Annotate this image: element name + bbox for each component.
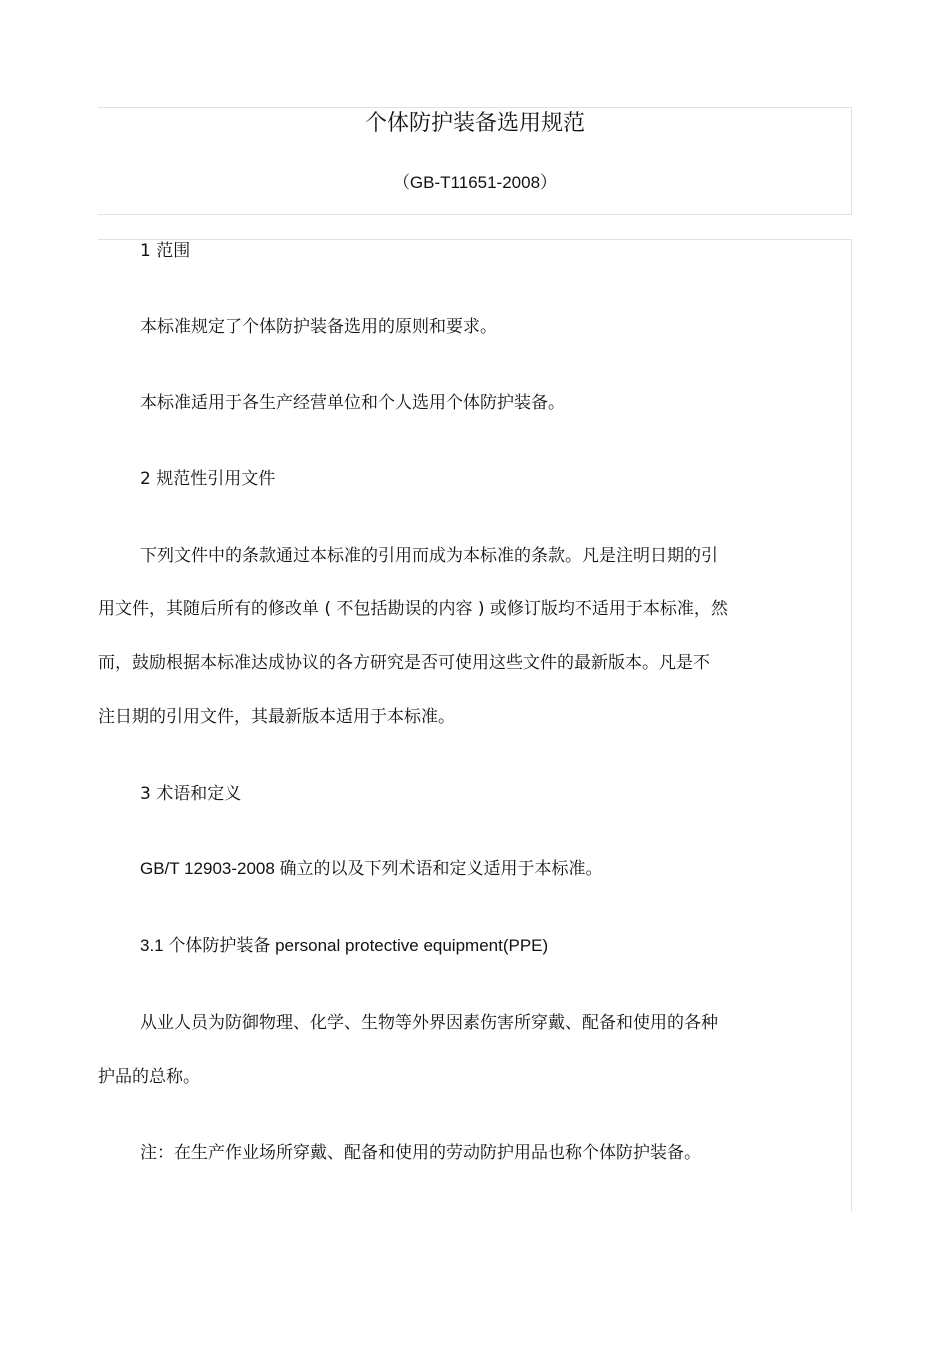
paragraph-references-line-4: 注日期的引用文件，其最新版本适用于本标准。 bbox=[98, 707, 455, 727]
standard-code: （GB-T11651-2008） bbox=[392, 173, 558, 192]
paragraph-references-line-3: 而，鼓励根据本标准达成协议的各方研究是否可使用这些文件的最新版本。凡是不 bbox=[98, 653, 710, 673]
paragraph-references-line-1: 下列文件中的条款通过本标准的引用而成为本标准的条款。凡是注明日期的引 bbox=[140, 546, 718, 566]
paragraph-scope-2: 本标准适用于各生产经营单位和个人选用个体防护装备。 bbox=[140, 393, 565, 413]
paragraph-references-line-2: 用文件，其随后所有的修改单 ( 不包括勘误的内容 ) 或修订版均不适用于本标准，然 bbox=[98, 599, 728, 619]
paragraph-ppe-definition-line-1: 从业人员为防御物理、化学、生物等外界因素伤害所穿戴、配备和使用的各种 bbox=[140, 1013, 718, 1033]
paragraph-ppe-definition-line-2: 护品的总称。 bbox=[98, 1067, 200, 1087]
note-ppe: 注：在生产作业场所穿戴、配备和使用的劳动防护用品也称个体防护装备。 bbox=[140, 1143, 701, 1163]
document-title: 个体防护装备选用规范 bbox=[364, 111, 585, 136]
section-heading-terms: 3 术语和定义 bbox=[140, 784, 242, 804]
term-heading-ppe: 3.1 个体防护装备 personal protective equipment(PPE) bbox=[140, 936, 549, 955]
section-heading-references: 2 规范性引用文件 bbox=[140, 469, 276, 489]
paragraph-scope-1: 本标准规定了个体防护装备选用的原则和要求。 bbox=[140, 317, 497, 337]
paragraph-terms: GB/T 12903-2008 确立的以及下列术语和定义适用于本标准。 bbox=[140, 859, 603, 878]
section-heading-scope: 1 范围 bbox=[140, 241, 191, 261]
